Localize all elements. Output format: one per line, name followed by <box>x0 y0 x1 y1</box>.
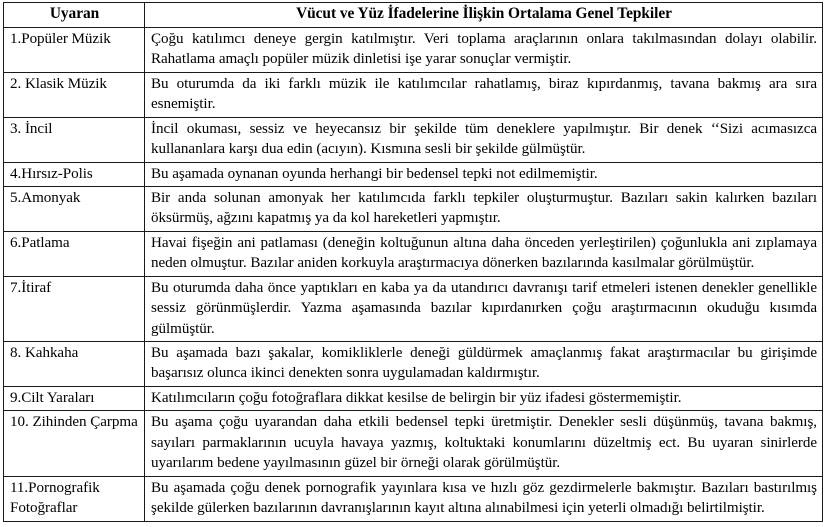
table-row <box>4 411 823 476</box>
table-row <box>4 231 823 276</box>
table-row <box>4 117 823 162</box>
table-body <box>4 27 823 521</box>
cell-response: Bu aşamada bazı şakalar, komikliklerle deneği güldürmek amaçlanmış fakat araştırmacılar bu girişimde başarısız olunca ikinci denekten sonra uygulamadan kaldırmıştır. <box>145 342 823 387</box>
cell-stimulus: 9.Cilt Yaraları <box>4 386 145 410</box>
table-header-row <box>4 3 823 28</box>
table-row <box>4 342 823 387</box>
cell-response: Bu aşamada oynanan oyunda herhangi bir bedensel tepki not edilmemiştir. <box>145 162 823 186</box>
table-row <box>4 276 823 341</box>
table-row <box>4 476 823 521</box>
cell-stimulus: 2. Klasik Müzik <box>4 72 145 117</box>
cell-response: Bu aşama çoğu uyarandan daha etkili bedensel tepki üretmiştir. Denekler sesli düşünmüş, tavana bakmış, sayıları parmaklarının ucuyla havaya yazmış, koltuktaki konumlarını düzeltmiş ect. Bu uyaran sinirlerde uyarılarım bedene yayılmasının güzel bir örneği olarak görülmüştür. <box>145 411 823 476</box>
column-header-stimulus: Uyaran <box>4 3 145 28</box>
cell-stimulus: 4.Hırsız-Polis <box>4 162 145 186</box>
column-header-response: Vücut ve Yüz İfadelerine İlişkin Ortalama Genel Tepkiler <box>145 3 823 28</box>
cell-response: Havai fişeğin ani patlaması (deneğin koltuğunun altına daha önceden yerleştirilen) çoğunlukla ani zıplamaya neden olmuştur. Bazılar aniden korkuyla araştırmacıya dönerken bazılarında kasılmalar görülmüştür. <box>145 231 823 276</box>
page-container <box>0 2 825 527</box>
cell-response: İncil okuması, sessiz ve heyecansız bir şekilde tüm deneklere yapılmıştır. Bir denek ‘‘Sizi acımasızca kullananlara karşı dua edin (acıyın). Kısmına sesli bir şekilde gülmüştür. <box>145 117 823 162</box>
cell-response: Bu aşamada çoğu denek pornografik yayınlara kısa ve hızlı göz gezdirmelerle bakmıştır. Bazıları bastırılmış şekilde gülerken bazılarının davranışlarının kayıt altına alınabilmesi için yeterli olmadığı belirtilmiştir. <box>145 476 823 521</box>
cell-response: Çoğu katılımcı deneye gergin katılmıştır. Veri toplama araçlarının onlara takılmasından dolayı olabilir. Rahatlama amaçlı popüler müzik dinletisi işe yarar sonuçlar vermiştir. <box>145 27 823 72</box>
cell-stimulus: 3. İncil <box>4 117 145 162</box>
table-row <box>4 186 823 231</box>
cell-response: Bu oturumda da iki farklı müzik ile katılımcılar rahatlamış, biraz kıpırdanmış, tavana bakmış ara sıra esnemiştir. <box>145 72 823 117</box>
cell-stimulus: 8. Kahkaha <box>4 342 145 387</box>
cell-stimulus: 10. Zihinden Çarpma <box>4 411 145 476</box>
cell-response: Katılımcıların çoğu fotoğraflara dikkat kesilse de belirgin bir yüz ifadesi göstermemiştir. <box>145 386 823 410</box>
table-row <box>4 386 823 410</box>
cell-stimulus: 11.Pornografik Fotoğraflar <box>4 476 145 521</box>
table-header <box>4 3 823 28</box>
cell-response: Bir anda solunan amonyak her katılımcıda farklı tepkiler oluşturmuştur. Bazıları sakin kalırken bazıları öksürmüş, ağzını kapatmış ya da kol hareketleri yapmıştır. <box>145 186 823 231</box>
cell-stimulus: 6.Patlama <box>4 231 145 276</box>
stimulus-response-table <box>3 2 823 522</box>
table-row <box>4 27 823 72</box>
table-row <box>4 162 823 186</box>
cell-stimulus: 5.Amonyak <box>4 186 145 231</box>
table-row <box>4 72 823 117</box>
cell-stimulus: 1.Popüler Müzik <box>4 27 145 72</box>
cell-stimulus: 7.İtiraf <box>4 276 145 341</box>
cell-response: Bu oturumda daha önce yaptıkları en kaba ya da utandırıcı davranışı tarif etmeleri istenen denekler genellikle sessiz görünmüşlerdir. Yazma aşamasında bazılar kıpırdanırken çoğu araştırmacının okuduğu kısımda gülmüştür. <box>145 276 823 341</box>
